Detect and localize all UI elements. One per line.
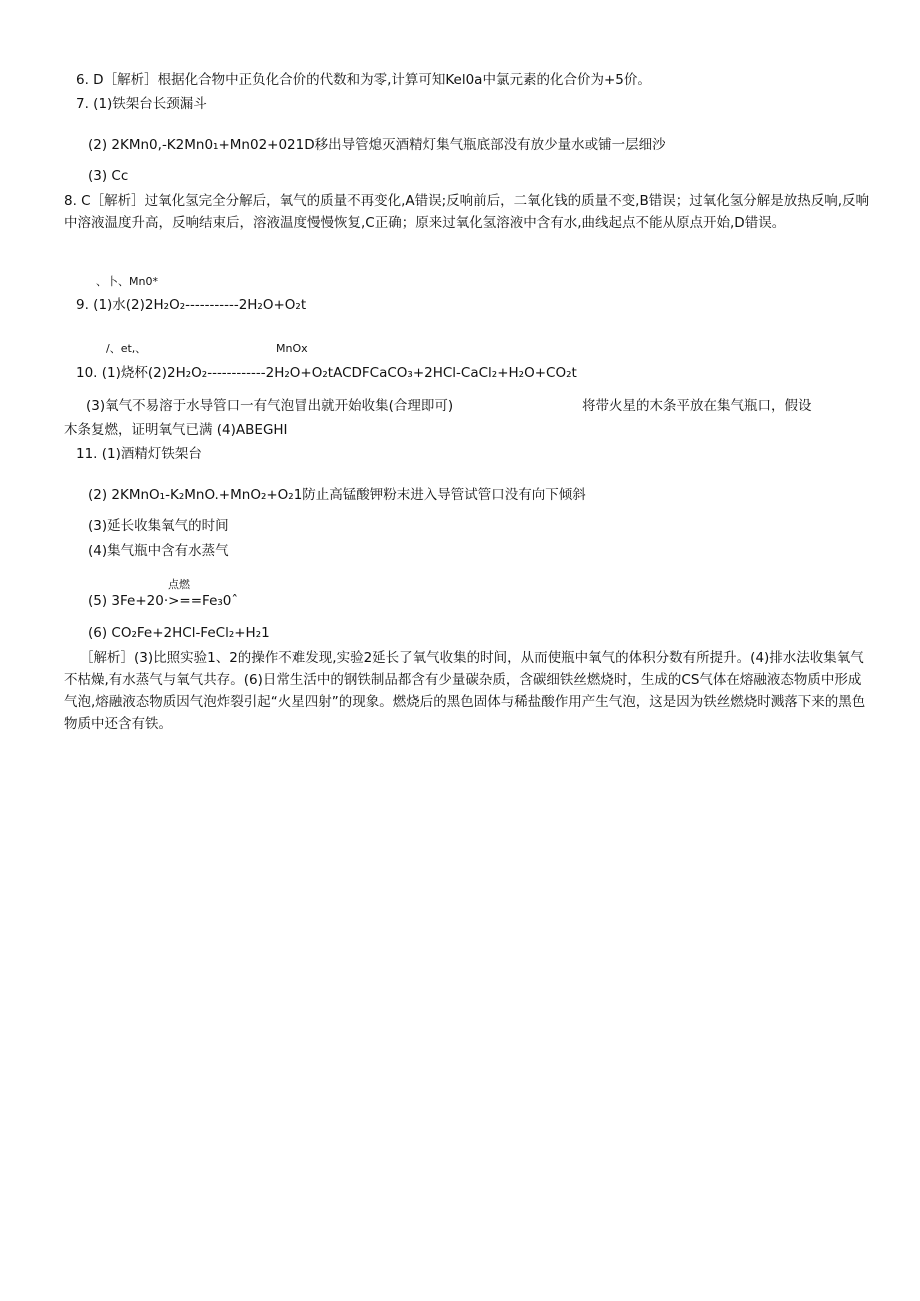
answer-11-part-1: 11. (1)酒精灯铁架台 — [76, 446, 202, 462]
answer-11-part-3: (3)延长收集氧气的时间 — [88, 518, 229, 534]
answer-11-part-6: (6) CO₂Fe+2HCl-FeCl₂+H₂1 — [88, 625, 270, 641]
answer-6: 6. D［解析］根据化合物中正负化合价的代数和为零,计算可知Kel0a中氯元素的化合价为+5价。 — [76, 72, 651, 88]
answer-10: 10. (1)烧杯(2)2H₂O₂------------2H₂O+O₂tACDFCaCO₃+2HCl-CaCl₂+H₂O+CO₂t — [76, 365, 577, 381]
answer-10-part-3b: 将带火星的木条平放在集气瓶口，假设 — [582, 398, 812, 414]
answer-11-part-4: (4)集气瓶中含有水蒸气 — [88, 543, 229, 559]
answer-11-analysis: ［解析］(3)比照实验1、2的操作不难发现,实验2延长了氧气收集的时间，从而使瓶中氧气的体积分数有所提升。(4)排水法收集氧气不枯燥,有水蒸气与氧气共存。(6)日常生活中的钢铁制品都含有少量碳杂质，含碳细铁丝燃烧时，生成的CS气体在熔融液态物质中形成气泡,熔融液态物质因气泡炸裂引起“火星四射”的现象。燃烧后的黑色固体与稀盐酸作用产生气泡，这是因为铁丝燃烧时溅落下来的黑色物质中还含有铁。 — [64, 650, 866, 732]
answer-8: 8. C［解析］过氧化氢完全分解后，氧气的质量不再变化,A错误;反响前后，二氧化钱的质量不变,B错误；过氧化氢分解是放热反响,反响中溶液温度升高，反响结束后，溶液温度慢慢恢复,C正确；原来过氧化氢溶液中含有水,曲线起点不能从原点开始,D错误。 — [64, 193, 870, 231]
answer-10-catalyst-note: MnOx — [276, 342, 308, 355]
answer-9: 9. (1)水(2)2H₂O₂-----------2H₂O+O₂t — [76, 297, 307, 313]
answer-10-part-3a: (3)氧气不易溶于水导管口一有气泡冒出就开始收集(合理即可) — [86, 398, 454, 414]
answer-7-part-3: (3) Cc — [88, 168, 129, 184]
answer-7-part-1: 7. (1)铁架台长颈漏斗 — [76, 96, 207, 112]
answer-10-part-3c: 木条复燃，证明氧气已满 (4)ABEGHI — [64, 422, 288, 438]
answer-11-part-2: (2) 2KMnO₁-K₂MnO.+MnO₂+O₂1防止高锰酸钾粉末进入导管试管口没有向下倾斜 — [88, 487, 586, 503]
answer-9-catalyst-note: 、卜、Mn0* — [96, 275, 158, 288]
answer-10-note-left: /、et,、 — [106, 342, 147, 355]
answer-11-ignite-note: 点燃 — [168, 578, 190, 591]
answer-11-part-5: (5) 3Fe+20·>==Fe₃0ˆ — [88, 593, 239, 609]
answer-7-part-2: (2) 2KMn0,-K2Mn0₁+Mn02+021D移出导管熄灭酒精灯集气瓶底部没有放少量水或铺一层细沙 — [88, 137, 666, 153]
